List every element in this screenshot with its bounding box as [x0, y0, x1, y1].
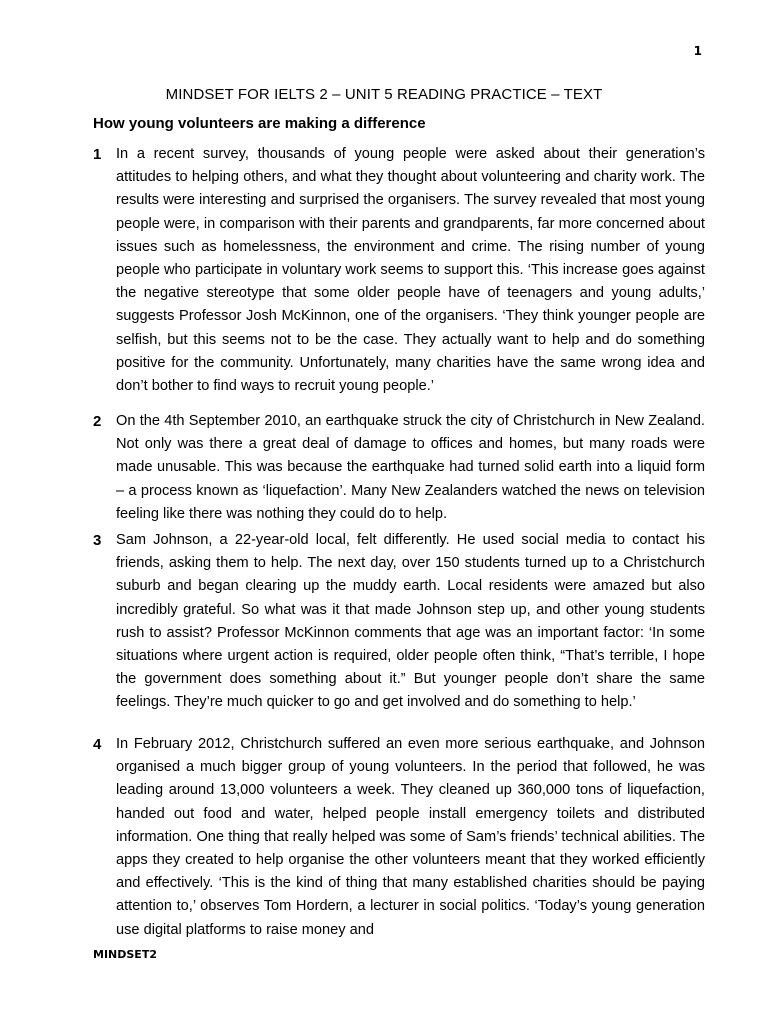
- paragraph-text: Sam Johnson, a 22-year-old local, felt differently. He used social media to contact his friends, asking them to help. The next day, over 150 students turned up to a Christchurch suburb and began clearing up the muddy earth. Local residents were amazed but also incredibly grateful. So what was it that made Johnson step up, and other young students rush to assist? Professor McKinnon comments that age was an important factor: ‘In some situations where urgent action is required, older people often think, “That’s terrible, I hope the government does something about it.” But younger people don’t share the same feelings. They’re much quicker to go and get involved and do something to help.’: [116, 532, 705, 711]
- paragraph-text: In February 2012, Christchurch suffered an even more serious earthquake, and Johnson organised a much bigger group of young volunteers. In the period that followed, he was leading around 13,000 volunteers a week. They cleaned up 360,000 tons of liquefaction, handed out food and water, helped people install emergency toilets and distributed information. One thing that really helped was some of Sam’s friends’ technical abilities. The apps they created to help organise the other volunteers meant that they worked efficiently and effectively. ‘This is the kind of thing that many established charities should be paying attention to,’ observes Tom Hordern, a lecturer in social politics. ‘Today’s young generation use digital platforms to raise money and: [116, 736, 705, 938]
- paragraph-number: 3: [93, 532, 102, 549]
- paragraph-number: 1: [93, 146, 102, 163]
- footer-label: MINDSET2: [93, 948, 157, 961]
- page-number: 1: [693, 44, 702, 58]
- paragraph-4: [93, 733, 705, 942]
- paragraph-number: 2: [93, 413, 102, 430]
- paragraph-2: [93, 410, 705, 526]
- paragraph-3: [93, 529, 705, 715]
- paragraph-1: [93, 143, 705, 398]
- paragraph-text: In a recent survey, thousands of young people were asked about their generation’s attitudes to helping others, and what they thought about volunteering and charity work. The results were interesting and surprised the organisers. The survey revealed that most young people were, in comparison with their parents and grandparents, far more concerned about issues such as homelessness, the environment and crime. The rising number of young people who participate in voluntary work seems to support this. ‘This increase goes against the negative stereotype that some older people have of teenagers and young adults,’ suggests Professor Josh McKinnon, one of the organisers. ‘They think younger people are selfish, but this seems not to be the case. They actually want to help and do something positive for the community. Unfortunately, many charities have the same wrong idea and don’t bother to find ways to recruit young people.’: [116, 146, 705, 395]
- document-title: MINDSET FOR IELTS 2 – UNIT 5 READING PRACTICE – TEXT: [165, 86, 603, 103]
- paragraph-text: On the 4th September 2010, an earthquake struck the city of Christchurch in New Zealand. Not only was there a great deal of damage to offices and homes, but many roads were made unusable. This was because the earthquake had turned solid earth into a liquid form – a process known as ‘liquefaction’. Many New Zealanders watched the news on television feeling like there was nothing they could do to help.: [116, 413, 705, 522]
- paragraph-number: 4: [93, 736, 102, 753]
- article-heading: How young volunteers are making a difference: [93, 115, 426, 132]
